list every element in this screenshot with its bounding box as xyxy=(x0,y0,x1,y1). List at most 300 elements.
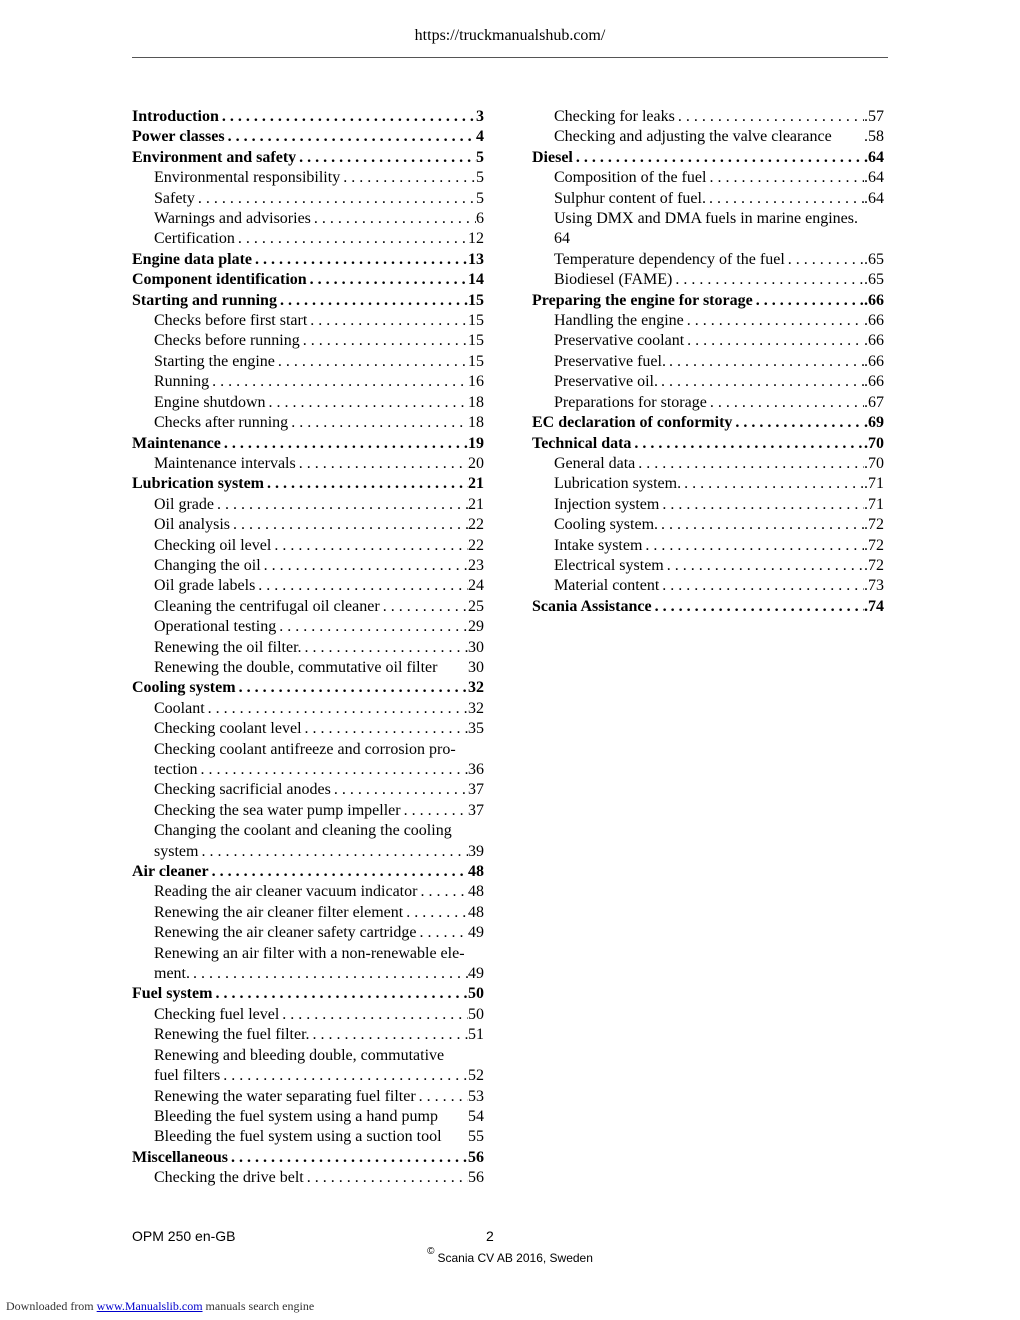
toc-entry-title: Temperature dependency of the fuel xyxy=(554,250,785,268)
toc-entry-title: Renewing the oil filter. xyxy=(154,638,302,656)
toc-subsection[interactable] xyxy=(532,311,884,331)
toc-entry-title: Renewing the double, commutative oil filter xyxy=(154,658,438,676)
toc-entry-page: 55 xyxy=(468,1128,484,1146)
toc-entry-page: 5 xyxy=(476,169,484,187)
toc-leader-dots xyxy=(304,1168,468,1188)
toc-entry-title: Lubrication system xyxy=(132,475,264,493)
toc-leader-dots xyxy=(198,760,468,780)
toc-subsection[interactable] xyxy=(132,189,484,209)
toc-entry-page: 49 xyxy=(468,965,484,983)
toc-leader-dots xyxy=(706,168,864,188)
toc-entry-page: 37 xyxy=(468,781,484,799)
toc-entry-title: Component identification xyxy=(132,271,307,289)
toc-entry-title: Oil grade labels xyxy=(154,577,256,595)
toc-subsection[interactable] xyxy=(132,1168,484,1188)
toc-leader-dots xyxy=(288,413,468,433)
toc-subsection[interactable] xyxy=(132,638,484,658)
toc-subsection[interactable] xyxy=(132,393,484,413)
toc-entry-title: Fuel system xyxy=(132,985,213,1003)
toc-subsection[interactable] xyxy=(132,1087,484,1107)
toc-leader-dots xyxy=(684,331,864,351)
toc-section[interactable] xyxy=(132,250,484,270)
toc-entry-title: Cleaning the centrifugal oil cleaner xyxy=(154,597,380,615)
toc-entry-title: Checking the drive belt xyxy=(154,1169,304,1187)
toc-leader-dots xyxy=(635,454,864,474)
toc-subsection[interactable] xyxy=(132,842,484,862)
toc-section[interactable] xyxy=(532,597,884,617)
toc-subsection[interactable] xyxy=(132,352,484,372)
toc-subsection[interactable] xyxy=(132,760,484,780)
toc-leader-dots xyxy=(664,556,864,576)
toc-entry-page: 5 xyxy=(476,148,484,166)
toc-entry-page: 25 xyxy=(468,597,484,615)
toc-subsection[interactable] xyxy=(532,515,884,535)
toc-entry-title: Preparing the engine for storage xyxy=(532,291,753,309)
document-code: OPM 250 en-GB xyxy=(132,1228,236,1244)
toc-entry-title: Reading the air cleaner vacuum indicator xyxy=(154,883,418,901)
toc-entry-title: system xyxy=(154,842,199,860)
toc-leader-dots xyxy=(380,597,468,617)
toc-entry-page: .66 xyxy=(864,332,884,350)
toc-subsection[interactable] xyxy=(532,127,884,147)
toc-section[interactable] xyxy=(132,862,484,882)
toc-entry-title: Preservative oil. xyxy=(554,373,658,391)
toc-entry-title: EC declaration of conformity xyxy=(532,414,733,432)
toc-entry-page: .71 xyxy=(864,475,884,493)
toc-entry-title: Environment and safety xyxy=(132,148,297,166)
toc-entry-title: Renewing the air cleaner filter element xyxy=(154,903,404,921)
toc-entry-page: .66 xyxy=(864,312,884,330)
toc-entry-page: 30 xyxy=(468,638,484,656)
toc-entry-page: 15 xyxy=(468,291,484,309)
toc-leader-dots xyxy=(416,1087,468,1107)
toc-entry-title: Checking oil level xyxy=(154,536,272,554)
toc-entry-page: .72 xyxy=(864,556,884,574)
toc-entry-title: Certification xyxy=(154,230,235,248)
toc-entry-title: Renewing the water separating fuel filter xyxy=(154,1087,416,1105)
toc-subsection[interactable] xyxy=(532,536,884,556)
toc-leader-dots xyxy=(276,617,468,637)
toc-leader-dots xyxy=(684,311,864,331)
toc-entry-title: Material content xyxy=(554,577,660,595)
toc-leader-dots xyxy=(219,107,476,127)
toc-leader-dots xyxy=(681,474,864,494)
toc-entry-title: Starting and running xyxy=(132,291,277,309)
toc-entry-page: 12 xyxy=(468,230,484,248)
toc-leader-dots xyxy=(225,127,476,147)
toc-entry-page: 49 xyxy=(468,924,484,942)
toc-entry-title: Diesel xyxy=(532,148,573,166)
toc-entry-page: 36 xyxy=(468,761,484,778)
toc-leader-dots xyxy=(228,1148,468,1168)
toc-entry-title: Oil grade xyxy=(154,495,214,513)
toc-subsection[interactable] xyxy=(532,474,884,494)
toc-entry-page: 15 xyxy=(468,312,484,330)
toc-entry-title: Miscellaneous xyxy=(132,1148,228,1166)
toc-entry-title: Checks before first start xyxy=(154,312,308,330)
toc-subsection[interactable] xyxy=(132,454,484,474)
toc-subsection[interactable] xyxy=(132,903,484,923)
toc-leader-dots xyxy=(252,250,468,270)
toc-entry-title: Handling the engine xyxy=(554,312,684,330)
toc-entry-title: Preservative fuel. xyxy=(554,352,666,370)
toc-leader-dots xyxy=(307,311,468,331)
toc-entry-page: .65 xyxy=(864,250,884,268)
toc-entry-title: Renewing the air cleaner safety cartridge xyxy=(154,924,417,942)
toc-subsection[interactable] xyxy=(132,331,484,351)
toc-entry-page: 54 xyxy=(468,1107,484,1125)
toc-leader-dots xyxy=(652,597,864,617)
toc-leader-dots xyxy=(666,352,864,372)
toc-entry-page: 13 xyxy=(468,250,484,268)
toc-leader-dots xyxy=(296,454,468,474)
toc-subsection[interactable] xyxy=(532,372,884,392)
toc-entry-page: .73 xyxy=(864,577,884,595)
toc-entry-title: Biodiesel (FAME) xyxy=(554,271,673,289)
toc-leader-dots xyxy=(275,352,468,372)
toc-leader-dots xyxy=(264,474,468,494)
toc-entry-title: Sulphur content of fuel. xyxy=(554,189,706,207)
toc-leader-dots xyxy=(230,515,468,535)
toc-subsection[interactable] xyxy=(532,107,884,127)
toc-subsection[interactable] xyxy=(132,168,484,188)
toc-entry-page: 48 xyxy=(468,863,484,881)
toc-leader-dots xyxy=(302,638,468,658)
toc-entry-title: Safety xyxy=(154,189,195,207)
toc-leader-dots xyxy=(209,862,468,882)
toc-leader-dots xyxy=(311,209,476,229)
toc-leader-dots xyxy=(706,189,864,209)
toc-subsection[interactable] xyxy=(132,1005,484,1025)
toc-entry-title: Engine data plate xyxy=(132,250,253,268)
toc-subsection[interactable] xyxy=(532,352,884,372)
toc-leader-dots xyxy=(331,780,468,800)
toc-section[interactable] xyxy=(532,291,884,311)
toc-section[interactable] xyxy=(132,434,484,454)
toc-entry-page: .65 xyxy=(864,271,884,289)
toc-leader-dots xyxy=(190,964,468,984)
toc-leader-dots xyxy=(279,1005,468,1025)
toc-entry-page: 5 xyxy=(476,189,484,207)
toc-entry-title: ment. xyxy=(154,965,190,983)
copyright-symbol: © xyxy=(427,1246,435,1257)
toc-subsection[interactable] xyxy=(532,576,884,596)
toc-entry-title: Changing the oil xyxy=(154,556,261,574)
toc-subsection[interactable] xyxy=(532,454,884,474)
toc-entry-page: 24 xyxy=(468,577,484,595)
toc-entry-title: fuel filters xyxy=(154,1067,221,1085)
toc-entry-page: .70 xyxy=(864,434,884,452)
toc-subsection[interactable] xyxy=(132,882,484,902)
toc-right-column xyxy=(532,107,884,617)
source-url: https://truckmanualshub.com/ xyxy=(414,27,606,44)
toc-entry-page: 50 xyxy=(468,1005,484,1023)
toc-entry-wrapline: Changing the coolant and cleaning the cooling xyxy=(154,822,452,840)
toc-leader-dots xyxy=(205,699,468,719)
toc-entry-title: Preservative coolant xyxy=(554,332,685,350)
toc-entry-title: Cooling system. xyxy=(554,516,659,534)
toc-subsection[interactable] xyxy=(132,658,484,678)
toc-leader-dots xyxy=(672,270,864,290)
toc-entry-page: 56 xyxy=(468,1148,484,1166)
toc-subsection[interactable] xyxy=(132,923,484,943)
toc-entry-title: Power classes xyxy=(132,128,225,146)
toc-leader-dots xyxy=(212,984,468,1004)
toc-entry-title: Electrical system xyxy=(554,556,664,574)
toc-subsection[interactable] xyxy=(132,1066,484,1086)
toc-entry-title: Introduction xyxy=(132,108,219,125)
toc-leader-dots xyxy=(266,393,468,413)
toc-entry-page: 23 xyxy=(468,556,484,574)
toc-subsection[interactable] xyxy=(132,1127,484,1147)
toc-entry-title: Lubrication system. xyxy=(554,475,682,493)
toc-entry-title: Checking coolant level xyxy=(154,720,302,738)
toc-section[interactable] xyxy=(132,474,484,494)
toc-subsection[interactable] xyxy=(132,964,484,984)
toc-entry-title: Warnings and advisories xyxy=(154,210,311,228)
toc-leader-dots xyxy=(195,189,476,209)
toc-subsection[interactable] xyxy=(132,495,484,515)
toc-entry-title: Bleeding the fuel system using a hand pump xyxy=(154,1107,438,1125)
toc-entry-page: 48 xyxy=(468,883,484,901)
toc-entry-page: .67 xyxy=(864,393,884,411)
toc-subsection[interactable] xyxy=(132,597,484,617)
toc-entry-page: .66 xyxy=(864,352,884,370)
toc-leader-dots xyxy=(214,495,468,515)
toc-entry-page: 22 xyxy=(468,516,484,534)
toc-subsection[interactable] xyxy=(132,372,484,392)
toc-entry-wrapline: Checking coolant antifreeze and corrosion pro- xyxy=(154,740,456,758)
toc-leader-dots xyxy=(300,331,468,351)
toc-entry-page: 30 xyxy=(468,658,484,676)
toc-leader-dots xyxy=(675,107,864,127)
toc-entry-title: Composition of the fuel xyxy=(554,169,707,187)
toc-subsection[interactable] xyxy=(532,250,884,270)
toc-entry-title: tection xyxy=(154,761,198,778)
toc-entry-page: .66 xyxy=(864,373,884,391)
toc-entry-page: .58 xyxy=(864,128,884,146)
toc-entry-wrapline: Renewing an air filter with a non-renewable ele- xyxy=(154,944,465,962)
toc-entry-page: 14 xyxy=(468,271,484,289)
toc-entry-page: .72 xyxy=(864,516,884,534)
toc-subsection[interactable] xyxy=(132,1107,484,1127)
toc-entry-page: 3 xyxy=(476,108,484,125)
toc-entry-page: .64 xyxy=(864,148,884,166)
toc-leader-dots xyxy=(642,536,864,556)
toc-left-column xyxy=(132,107,484,1189)
toc-entry-title: Operational testing xyxy=(154,618,277,636)
toc-section[interactable] xyxy=(132,148,484,168)
toc-subsection[interactable] xyxy=(132,311,484,331)
toc-entry-page: 21 xyxy=(468,495,484,513)
toc-entry-title: Checks before running xyxy=(154,332,300,350)
toc-entry-page: 15 xyxy=(468,352,484,370)
toc-subsection[interactable] xyxy=(132,209,484,229)
toc-entry-title: Coolant xyxy=(154,699,205,717)
toc-entry-page: 51 xyxy=(468,1026,484,1044)
toc-entry-page: 19 xyxy=(468,434,484,452)
toc-entry-title: Oil analysis xyxy=(154,516,230,534)
toc-subsection[interactable] xyxy=(132,515,484,535)
toc-leader-dots xyxy=(732,413,864,433)
toc-section[interactable] xyxy=(132,270,484,290)
toc-leader-dots xyxy=(707,393,864,413)
toc-subsection[interactable] xyxy=(132,576,484,596)
toc-section[interactable] xyxy=(532,413,884,433)
toc-entry-page: .72 xyxy=(864,536,884,554)
toc-entry-title: General data xyxy=(554,454,636,472)
toc-leader-dots xyxy=(417,923,468,943)
toc-entry-page: .74 xyxy=(864,597,884,615)
toc-leader-dots xyxy=(277,291,468,311)
toc-entry-title: Starting the engine xyxy=(154,352,275,370)
toc-section[interactable] xyxy=(532,434,884,454)
toc-entry-title: Running xyxy=(154,373,210,391)
toc-entry-page: .71 xyxy=(864,495,884,513)
toc-entry-title: Intake system xyxy=(554,536,643,554)
toc-entry-page: 18 xyxy=(468,393,484,411)
toc-leader-dots xyxy=(658,372,864,392)
toc-subsection[interactable] xyxy=(532,270,884,290)
toc-entry-page: 35 xyxy=(468,720,484,738)
toc-subsection[interactable] xyxy=(132,617,484,637)
toc-entry-page: 50 xyxy=(468,985,484,1003)
toc-entry-page: .64 xyxy=(864,189,884,207)
toc-entry-title: Checking the sea water pump impeller xyxy=(154,801,401,819)
toc-entry-page: 6 xyxy=(476,210,484,228)
toc-entry-title: Maintenance xyxy=(132,434,221,452)
toc-leader-dots xyxy=(401,801,468,821)
toc-leader-dots xyxy=(255,576,468,596)
toc-entry-page: 16 xyxy=(468,373,484,391)
toc-entry-page: 37 xyxy=(468,801,484,819)
toc-entry-wrapline: Using DMX and DMA fuels in marine engines. xyxy=(554,210,858,228)
toc-subsection[interactable] xyxy=(532,331,884,351)
toc-entry-page: .69 xyxy=(864,414,884,432)
toc-entry-page: 22 xyxy=(468,536,484,554)
toc-entry-title: Maintenance intervals xyxy=(154,454,296,472)
toc-entry-title: Checking for leaks xyxy=(554,108,675,125)
toc-leader-dots xyxy=(573,148,864,168)
toc-leader-dots xyxy=(271,536,468,556)
toc-subsection[interactable] xyxy=(132,699,484,719)
copyright-line xyxy=(0,1246,1020,1265)
toc-entry-title: Checking and adjusting the valve clearance xyxy=(554,128,832,146)
toc-leader-dots xyxy=(302,719,468,739)
toc-section[interactable] xyxy=(132,1148,484,1168)
toc-leader-dots xyxy=(785,250,864,270)
toc-leader-dots xyxy=(307,270,468,290)
toc-section[interactable] xyxy=(532,148,884,168)
toc-leader-dots xyxy=(296,148,476,168)
toc-leader-dots xyxy=(261,556,468,576)
toc-entry-page: .64 xyxy=(864,169,884,187)
toc-section[interactable] xyxy=(132,291,484,311)
toc-entry-page: 32 xyxy=(468,699,484,717)
toc-leader-dots xyxy=(753,291,864,311)
download-notice xyxy=(6,1299,314,1314)
toc-leader-dots xyxy=(209,372,468,392)
toc-subsection[interactable] xyxy=(132,1025,484,1045)
toc-entry-title: Checking sacrificial anodes xyxy=(154,781,331,799)
toc-section[interactable] xyxy=(132,678,484,698)
toc-subsection[interactable] xyxy=(132,556,484,576)
toc-entry-page: 4 xyxy=(476,128,484,146)
toc-entry-title: Checks after running xyxy=(154,414,289,432)
toc-entry-page: 48 xyxy=(468,903,484,921)
toc-leader-dots xyxy=(236,678,468,698)
toc-leader-dots xyxy=(631,434,864,454)
toc-section[interactable] xyxy=(132,127,484,147)
toc-entry-title: Renewing the fuel filter. xyxy=(154,1026,310,1044)
manualslib-link[interactable]: www.Manualslib.com xyxy=(96,1299,203,1313)
toc-entry-page: 18 xyxy=(468,414,484,432)
toc-leader-dots xyxy=(235,229,468,249)
toc-subsection[interactable] xyxy=(132,719,484,739)
toc-section[interactable] xyxy=(132,984,484,1004)
toc-entry-page: 21 xyxy=(468,475,484,493)
toc-entry-title: Environmental responsibility xyxy=(154,169,341,187)
copyright-text: Scania CV AB 2016, Sweden xyxy=(437,1251,593,1265)
toc-entry-page: .66 xyxy=(864,291,884,309)
toc-subsection[interactable] xyxy=(532,556,884,576)
toc-entry-title: Technical data xyxy=(532,434,632,452)
header-divider xyxy=(132,57,888,58)
toc-subsection[interactable] xyxy=(132,780,484,800)
toc-entry-title: 64 xyxy=(554,230,570,248)
toc-subsection[interactable] xyxy=(132,413,484,433)
toc-leader-dots xyxy=(340,168,476,188)
toc-entry-page: 56 xyxy=(468,1169,484,1187)
toc-leader-dots xyxy=(659,576,864,596)
toc-section[interactable] xyxy=(132,107,484,127)
toc-entry-page: 20 xyxy=(468,454,484,472)
toc-entry-wrapline: Renewing and bleeding double, commutative xyxy=(154,1046,445,1064)
toc-subsection[interactable] xyxy=(532,393,884,413)
toc-entry-title: Cooling system xyxy=(132,679,236,697)
toc-leader-dots xyxy=(417,882,468,902)
toc-entry-page: 32 xyxy=(468,679,484,697)
toc-leader-dots xyxy=(658,515,864,535)
toc-entry-title: Preparations for storage xyxy=(554,393,707,411)
toc-entry-title: Scania Assistance xyxy=(532,597,652,615)
toc-entry-title: Engine shutdown xyxy=(154,393,266,411)
toc-entry-page: 53 xyxy=(468,1087,484,1105)
toc-leader-dots xyxy=(220,1066,468,1086)
toc-leader-dots xyxy=(659,495,864,515)
toc-leader-dots xyxy=(403,903,468,923)
toc-subsection[interactable] xyxy=(532,168,884,188)
toc-leader-dots xyxy=(310,1025,468,1045)
toc-subsection[interactable] xyxy=(532,189,884,209)
toc-entry-title: Injection system xyxy=(554,495,660,513)
toc-entry-page: .57 xyxy=(864,108,884,125)
toc-entry-page: 52 xyxy=(468,1067,484,1085)
page-number: 2 xyxy=(486,1228,494,1244)
toc-entry-page: 15 xyxy=(468,332,484,350)
toc-entry-page: 29 xyxy=(468,618,484,636)
download-suffix: manuals search engine xyxy=(205,1299,315,1313)
toc-subsection[interactable] xyxy=(532,495,884,515)
toc-entry-title: Checking fuel level xyxy=(154,1005,280,1023)
toc-subsection[interactable] xyxy=(132,801,484,821)
toc-entry-title: Air cleaner xyxy=(132,863,209,881)
toc-subsection[interactable] xyxy=(132,536,484,556)
toc-subsection[interactable] xyxy=(532,229,884,249)
download-prefix: Downloaded from xyxy=(6,1299,94,1313)
toc-subsection[interactable] xyxy=(132,229,484,249)
toc-leader-dots xyxy=(198,842,468,862)
